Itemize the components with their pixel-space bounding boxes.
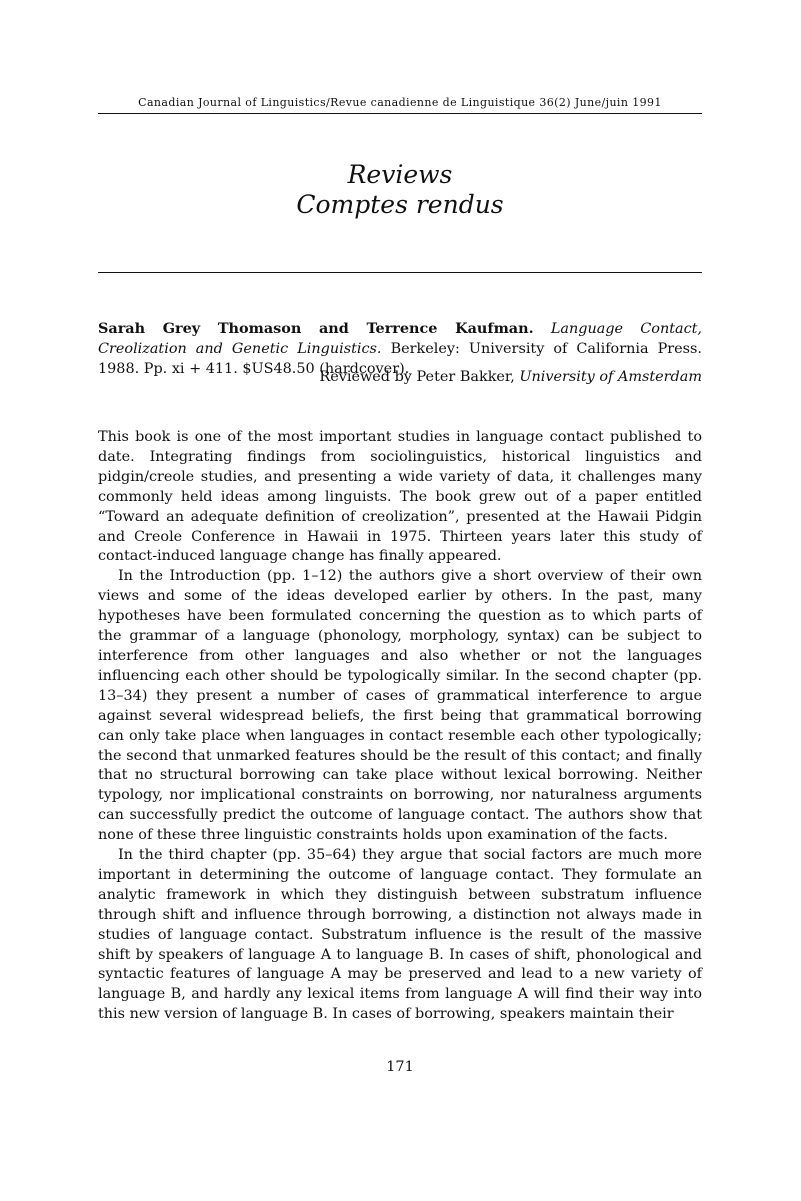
header-rule — [98, 113, 702, 114]
reviewer-affiliation: University of Amsterdam — [519, 369, 702, 385]
section-title — [98, 160, 702, 220]
reviewer-name: Reviewed by Peter Bakker, — [319, 369, 515, 385]
reviewer-line — [98, 367, 702, 387]
book-authors: Sarah Grey Thomason and Terrence Kaufman. — [98, 320, 534, 337]
review-body — [98, 428, 702, 1025]
paragraph-3: In the third chapter (pp. 35–64) they argue that social factors are much more important in determining the outcome of language contact. They formulate an analytic framework in which they distinguish between substratum influence through shift and influence through borrowing, a distinction not always made in studies of language contact. Substratum influence is the result of the massive shift by speakers of language A to language B. In cases of shift, phonological and syntactic features of language A may be preserved and lead to a new variety of language B, and hardly any lexical items from language A will find their way into this new version of language B. In cases of borrowing, speakers maintain their — [98, 847, 702, 1023]
section-rule — [98, 272, 702, 273]
section-title-english: Reviews — [347, 160, 453, 189]
running-head: Canadian Journal of Linguistics/Revue canadienne de Linguistique 36(2) June/juin 1991 — [138, 96, 662, 109]
paragraph-2: In the Introduction (pp. 1–12) the authors give a short overview of their own views and some of the ideas developed earlier by others. In the past, many hypotheses have been formulated concerning the question as to which parts of the grammar of a language (phonology, morphology, syntax) can be subject to interference from other languages and also whether or not the languages influencing each other should be typologically similar. In the second chapter (pp. 13–34) they present a number of cases of grammatical interference to argue against several widespread beliefs, the first being that grammatical borrowing can only take place when languages in contact resemble each other typologically; the second that unmarked features should be the result of this contact; and finally that no structural borrowing can take place without lexical borrowing. Neither typology, nor implicational constraints on borrowing, nor naturalness arguments can successfully predict the outcome of language contact. The authors show that none of these three linguistic constraints holds upon examination of the facts. — [98, 568, 702, 844]
book-publication: Berkeley: University of California Press. 1988. Pp. xi + 411. $US48.50 (hardcover). — [98, 341, 703, 377]
section-title-french: Comptes rendus — [296, 190, 504, 219]
book-title: Language Contact, Creolization and Genetic Linguistics. — [98, 321, 703, 357]
paragraph-1: This book is one of the most important studies in language contact published to date. Integrating findings from sociolinguistics, historical linguistics and pidgin/creole studies, and presenting a wide variety of data, it challenges many commonly held ideas among linguists. The book grew out of a paper entitled “Toward an adequate definition of creolization”, presented at the Hawaii Pidgin and Creole Conference in Hawaii in 1975. Thirteen years later this study of contact-induced language change has finally appeared. — [98, 429, 702, 565]
page-number: 171 — [386, 1059, 414, 1075]
